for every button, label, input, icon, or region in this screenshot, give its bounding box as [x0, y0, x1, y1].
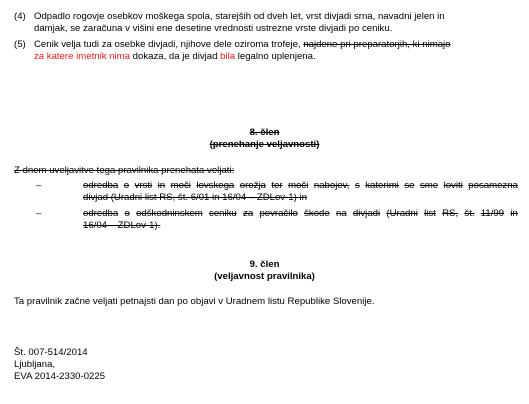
article-8-subtitle: (prenehanje veljavnosti) — [209, 139, 320, 150]
article-8-intro: Z dnem uveljavitve tega pravilnika prenehata veljati: — [14, 165, 235, 176]
word: odredba — [83, 180, 119, 191]
document-reference: Št. 007-514/2014 — [14, 347, 88, 358]
item-text: dokaza, da je divjad — [132, 51, 218, 62]
word: moči — [170, 180, 191, 191]
bullet-dash: – — [36, 208, 42, 219]
word: loviti — [443, 180, 463, 191]
item-number: (5) — [14, 39, 26, 50]
word: odškodninskem — [136, 208, 203, 219]
word: za — [243, 208, 254, 219]
item-text-line — [34, 51, 316, 63]
word: vrsti — [134, 180, 153, 191]
bullet-text-line: 16/04 – ZDLov-1). — [83, 220, 161, 231]
item-text: legalno uplenjena. — [237, 51, 316, 62]
word: (Uradni — [386, 208, 418, 219]
word: nabojev, — [313, 180, 350, 191]
word: 11/99 — [480, 208, 505, 219]
word: škode — [304, 208, 330, 219]
article-9-text: Ta pravilnik začne veljati petnajsti dan po objavi v Uradnem listu Republike Slovenije. — [14, 296, 375, 307]
word: na — [335, 208, 347, 219]
inserted-text: za katere imetnik nima — [34, 51, 130, 62]
bullet-text-line — [83, 180, 518, 192]
word: št. — [464, 208, 475, 219]
word: ter — [271, 180, 283, 191]
word: se — [404, 180, 415, 191]
bullet-text-line — [83, 208, 518, 220]
document-place: Ljubljana, — [14, 359, 56, 370]
item-text-line: Odpadlo rogovje osebkov moškega spola, starejših od dveh let, vrst divjadi srna, navadni jelen in — [34, 11, 445, 22]
item-text-line — [34, 39, 451, 51]
word: divjadi — [352, 208, 381, 219]
item-text: Cenik velja tudi za osebke divjadi, njihove dele oziroma trofeje, — [34, 39, 301, 50]
bullet-dash: – — [36, 180, 42, 191]
article-8-title: 8. člen — [249, 127, 280, 138]
article-9-subtitle: (veljavnost pravilnika) — [214, 271, 315, 282]
item-number: (4) — [14, 11, 26, 22]
word: ceniku — [209, 208, 237, 219]
word: sme — [419, 180, 439, 191]
word: katerimi — [365, 180, 399, 191]
word: lovskega — [196, 180, 235, 191]
item-text-line: damjak, se zaračuna v višini ene desetine vrednosti ustrezne vrste divjadi po ceniku. — [34, 23, 393, 34]
word: moči — [288, 180, 309, 191]
word: RS, — [442, 208, 459, 219]
word: in — [157, 180, 166, 191]
word: in — [510, 208, 518, 219]
word: posamezna — [468, 180, 518, 191]
word: povračilo — [259, 208, 298, 219]
word: list — [424, 208, 436, 219]
word: o — [124, 208, 130, 219]
word: o — [123, 180, 130, 191]
bullet-text-line: divjad (Uradni list RS, št. 6/01 in 16/04 – ZDLov-1) in — [83, 192, 307, 203]
word: s — [354, 180, 360, 191]
inserted-text: bila — [220, 51, 236, 62]
document-eva: EVA 2014-2330-0225 — [14, 371, 106, 382]
word: orožja — [239, 180, 266, 191]
deleted-text: najdene pri preparatorjih, ki nimajo — [303, 39, 451, 50]
article-9-title: 9. člen — [249, 259, 280, 270]
word: odredba — [83, 208, 119, 219]
